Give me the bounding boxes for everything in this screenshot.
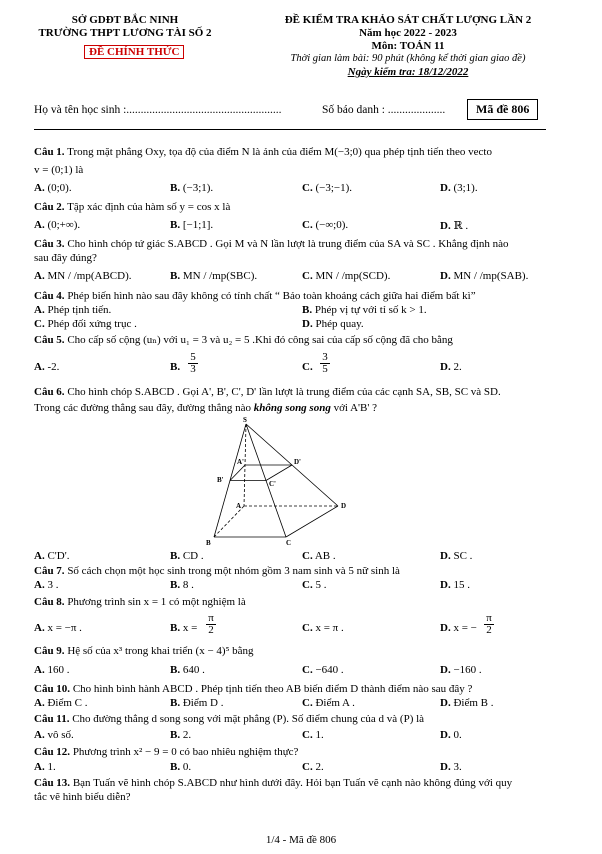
question-10: Câu 10. Cho hình bình hành ABCD . Phép tịnh tiến theo AB biến điểm D thành điểm nào sau đây ? [34, 683, 473, 695]
label-s: S [243, 416, 247, 424]
question-13: Câu 13. Bạn Tuấn vẽ hình chóp S.ABCD như hình dưới đây. Hỏi bạn Tuấn vẽ cạnh nào không đúng với quy [34, 777, 513, 789]
question-5: Câu 5. Cho cấp số cộng (uₙ) với u₁ = 3 và u₂ = 5 .Khi đó công sai của cấp số cộng đã cho bằng [34, 334, 453, 346]
question-1-cont: v = (0;1) là [34, 164, 84, 176]
q5-answer-a: A. -2. [34, 361, 60, 373]
q1-answer-b: B. (−3;1). [170, 182, 214, 194]
q5-answer-c-label: C. [302, 361, 313, 373]
question-9: Câu 9. Hệ số của x³ trong khai triển (x − 4)⁵ bằng [34, 645, 254, 657]
q7-answer-a: A. 3 . [34, 579, 59, 591]
q12-answer-c: C. 2. [302, 761, 324, 773]
q5-answer-d: D. 2. [440, 361, 462, 373]
q11-answer-b: B. 2. [170, 729, 192, 741]
school-year: Năm học 2022 - 2023 [359, 27, 457, 39]
q4-answer-a: A. Phép tịnh tiến. [34, 304, 112, 316]
q9-answer-a: A. 160 . [34, 664, 70, 676]
question-1: Câu 1. Trong mặt phẳng Oxy, tọa độ của điểm N là ảnh của điểm M(−3;0) qua phép tịnh tiến theo vecto [34, 146, 492, 158]
q1-answer-d: D. (3;1). [440, 182, 478, 194]
q1-answer-a: A. (0;0). [34, 182, 72, 194]
q12-answer-d: D. 3. [440, 761, 462, 773]
q8-answer-d-fraction: π 2 [484, 613, 494, 636]
q7-answer-d: D. 15 . [440, 579, 470, 591]
q9-answer-d: D. −160 . [440, 664, 482, 676]
q11-answer-d: D. 0. [440, 729, 462, 741]
label-b1: B' [217, 476, 224, 484]
pyramid-figure [180, 416, 360, 548]
question-7: Câu 7. Số cách chọn một học sinh trong một nhóm gồm 3 nam sinh và 5 nữ sinh là [34, 565, 400, 577]
time-note: Thời gian làm bài: 90 phút (không kể thời gian giao đề) [290, 53, 526, 64]
q3-answer-a: A. MN / /mp(ABCD). [34, 270, 132, 282]
question-4: Câu 4. Phép biến hình nào sau đây không có tính chất “ Bảo toàn khoảng cách giữa hai điểm bất kì” [34, 290, 476, 302]
q10-answer-a: A. Điểm C . [34, 697, 88, 709]
q6-answer-c: C. AB . [302, 550, 336, 562]
q7-answer-c: C. 5 . [302, 579, 327, 591]
q3-answer-c: C. MN / /mp(SCD). [302, 270, 391, 282]
label-b: B [206, 539, 211, 547]
question-2: Câu 2. Tập xác định của hàm số y = cos x là [34, 201, 231, 213]
dept-name: SỞ GDĐT BẮC NINH [71, 14, 179, 26]
label-c1: C' [269, 480, 276, 488]
edge-c1d1 [266, 465, 292, 481]
question-3: Câu 3. Cho hình chóp tứ giác S.ABCD . Gọi M và N lần lượt là trung điểm của SA và SC . Khẳng định nào [34, 238, 509, 250]
exam-code-box: Mã đề 806 [467, 99, 538, 120]
edge-cd [286, 506, 338, 537]
q2-answer-d: D. ℝ . [440, 220, 469, 232]
q8-answer-b-label: B. x = [170, 622, 198, 634]
q8-answer-b-fraction: π 2 [206, 613, 216, 636]
q4-answer-b: B. Phép vị tự với tỉ số k > 1. [302, 304, 427, 316]
label-a: A [236, 502, 242, 510]
exam-title: ĐỀ KIỂM TRA KHẢO SÁT CHẤT LƯỢNG LẦN 2 [284, 14, 532, 26]
label-d: D [341, 502, 347, 510]
q12-answer-b: B. 0. [170, 761, 192, 773]
q6-answer-a: A. C'D'. [34, 550, 70, 562]
student-name-field: Họ và tên học sinh :...................................................... [34, 104, 282, 116]
q10-answer-b: B. Điểm D . [170, 697, 224, 709]
q7-answer-b: B. 8 . [170, 579, 194, 591]
q5-answer-b-label: B. [170, 361, 181, 373]
subject: Môn: TOÁN 11 [371, 40, 445, 52]
question-6: Câu 6. Cho hình chóp S.ABCD . Gọi A', B', C', D' lần lượt là trung điểm của các cạnh SA, SB, SC và SD. [34, 386, 501, 398]
q11-answer-c: C. 1. [302, 729, 324, 741]
student-id-field: Số báo danh : .................... [322, 104, 446, 116]
q8-answer-d-label: D. x = − [440, 622, 477, 634]
question-12: Câu 12. Phương trình x² − 9 = 0 có bao nhiêu nghiệm thực? [34, 746, 299, 758]
q3-answer-d: D. MN / /mp(SAB). [440, 270, 529, 282]
question-8: Câu 8. Phương trình sin x = 1 có một nghiệm là [34, 596, 246, 608]
label-a1: A' [237, 458, 244, 466]
q11-answer-a: A. vô số. [34, 729, 74, 741]
q3-answer-b: B. MN / /mp(SBC). [170, 270, 258, 282]
page-footer: 1/4 - Mã đề 806 [265, 834, 337, 846]
question-3-cont: sau đây đúng? [34, 252, 97, 264]
divider [34, 129, 546, 130]
q9-answer-c: C. −640 . [302, 664, 344, 676]
q5-answer-c-fraction: 3 5 [320, 352, 330, 375]
label-c: C [286, 539, 292, 547]
q8-answer-c: C. x = π . [302, 622, 344, 634]
question-6-cont: Trong các đường thẳng sau đây, đường thẳng nào không song song với A'B' ? [34, 402, 377, 414]
q1-answer-c: C. (−3;−1). [302, 182, 352, 194]
q6-answer-b: B. CD . [170, 550, 204, 562]
question-11: Câu 11. Cho đường thẳng d song song với mặt phẳng (P). Số điểm chung của d và (P) là [34, 713, 425, 725]
q5-answer-b-fraction: 5 3 [188, 352, 198, 375]
q10-answer-d: D. Điểm B . [440, 697, 494, 709]
q8-answer-a: A. x = −π . [34, 622, 82, 634]
q6-answer-d: D. SC . [440, 550, 473, 562]
q4-answer-d: D. Phép quay. [302, 318, 364, 330]
official-badge: ĐỀ CHÍNH THỨC [84, 45, 184, 59]
exam-date: Ngày kiểm tra: 18/12/2022 [347, 66, 469, 78]
school-name: TRƯỜNG THPT LƯƠNG TÀI SỐ 2 [38, 27, 212, 39]
q2-answer-c: C. (−∞;0). [302, 219, 349, 231]
q9-answer-b: B. 640 . [170, 664, 205, 676]
label-d1: D' [294, 458, 301, 466]
q12-answer-a: A. 1. [34, 761, 56, 773]
q2-answer-b: B. [−1;1]. [170, 219, 214, 231]
question-13-cont: tắc vẽ hình biểu diễn? [34, 791, 131, 803]
q4-answer-c: C. Phép đối xứng trục . [34, 318, 137, 330]
q10-answer-c: C. Điểm A . [302, 697, 355, 709]
q2-answer-a: A. (0;+∞). [34, 219, 81, 231]
